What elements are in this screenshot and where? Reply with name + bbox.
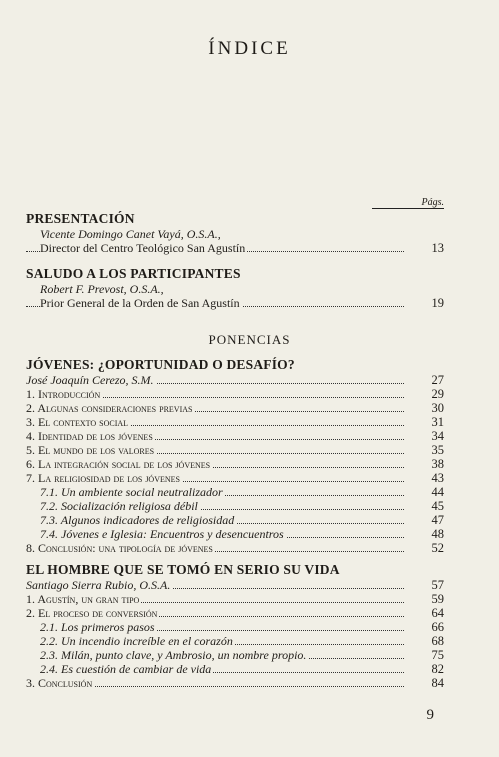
toc-entry-saludo-author — [26, 282, 444, 297]
toc-page-number: 31 — [431, 415, 444, 429]
toc-entry-presentacion-role — [26, 241, 444, 256]
toc-page-number: 68 — [431, 634, 444, 648]
toc-label: 2.4. Es cuestión de cambiar de vida — [40, 662, 212, 676]
page-number: 9 — [426, 707, 434, 723]
toc-page-number: 84 — [431, 676, 444, 690]
toc-entry-hombre-author — [26, 578, 444, 593]
toc-author: Vicente Domingo Canet Vayá, O.S.A., — [40, 227, 221, 241]
toc-entry — [26, 592, 444, 607]
toc-page-number: 59 — [431, 592, 444, 606]
toc-label: Prior General de la Orden de San Agustín — [40, 296, 240, 310]
toc-entry — [40, 648, 444, 663]
toc-page-number: 27 — [431, 373, 444, 387]
toc-entry-jovenes-author — [26, 373, 444, 388]
toc-label: 5. El mundo de los valores — [26, 443, 155, 457]
toc-author: José Joaquín Cerezo, S.M. — [26, 373, 154, 387]
toc-author: Robert F. Prevost, O.S.A., — [40, 282, 164, 296]
toc-label: 3. El contexto social — [26, 415, 129, 429]
toc-entry — [26, 443, 444, 458]
toc-page-number: 45 — [431, 499, 444, 513]
toc-label: 8. Conclusión: una tipología de jóvenes — [26, 541, 213, 555]
toc-page-number: 48 — [431, 527, 444, 541]
section-heading-presentacion: PRESENTACIÓN — [26, 211, 135, 226]
toc-entry — [40, 620, 444, 635]
toc-label: Director del Centro Teológico San Agustín — [40, 241, 246, 255]
toc-label: 7.1. Un ambiente social neutralizador — [40, 485, 223, 499]
toc-entry — [26, 457, 444, 472]
toc-label: 7. La religiosidad de los jóvenes — [26, 471, 180, 485]
toc-page-number: 66 — [431, 620, 444, 634]
toc-label: 7.4. Jóvenes e Iglesia: Encuentros y desencuentros — [40, 527, 284, 541]
toc-entry — [26, 387, 444, 402]
toc-page-number: 82 — [431, 662, 444, 676]
section-heading-jovenes: JÓVENES: ¿OPORTUNIDAD O DESAFÍO? — [26, 357, 295, 372]
toc-entry — [40, 513, 444, 528]
toc-page-number: 47 — [431, 513, 444, 527]
toc-label: 1. Agustín, un gran tipo — [26, 592, 140, 606]
toc-entry — [26, 415, 444, 430]
toc-label: 2.2. Un incendio increíble en el corazón — [40, 634, 233, 648]
toc-label: 7.3. Algunos indicadores de religiosidad — [40, 513, 235, 527]
toc-page-number: 52 — [431, 541, 444, 555]
toc-entry-saludo-role — [26, 296, 444, 311]
toc-label: 2.1. Los primeros pasos — [40, 620, 155, 634]
page-title: ÍNDICE — [208, 38, 291, 59]
toc-entry — [26, 429, 444, 444]
toc-page-number: 30 — [431, 401, 444, 415]
toc-entry — [40, 485, 444, 500]
pages-column-rule — [372, 208, 444, 209]
toc-entry-presentacion-author — [26, 227, 444, 242]
toc-page-number: 44 — [431, 485, 444, 499]
section-heading-saludo: SALUDO A LOS PARTICIPANTES — [26, 266, 241, 281]
toc-entry — [26, 606, 444, 621]
toc-entry — [26, 541, 444, 556]
toc-entry — [26, 676, 444, 691]
toc-entry — [26, 401, 444, 416]
toc-entry — [40, 527, 444, 542]
toc-page-number: 35 — [431, 443, 444, 457]
toc-entry — [40, 634, 444, 649]
toc-page-number: 57 — [431, 578, 444, 592]
toc-page-number: 29 — [431, 387, 444, 401]
toc-label: 2. El proceso de conversión — [26, 606, 158, 620]
toc-page-number: 34 — [431, 429, 444, 443]
toc-label: 6. La integración social de los jóvenes — [26, 457, 211, 471]
toc-label: 3. Conclusión — [26, 676, 93, 690]
toc-page-number: 64 — [431, 606, 444, 620]
toc-entry — [40, 662, 444, 677]
toc-page-number: 13 — [431, 241, 444, 255]
section-heading-ponencias: PONENCIAS — [208, 332, 291, 347]
pages-column-label: Págs. — [421, 197, 444, 208]
toc-label: 1. Introducción — [26, 387, 101, 401]
toc-label: 7.2. Socialización religiosa débil — [40, 499, 198, 513]
toc-page-number: 19 — [431, 296, 444, 310]
toc-page-number: 75 — [431, 648, 444, 662]
toc-entry — [26, 471, 444, 486]
toc-page-number: 38 — [431, 457, 444, 471]
toc-page-number: 43 — [431, 471, 444, 485]
toc-label: 2.3. Milán, punto clave, y Ambrosio, un nombre propio. — [40, 648, 307, 662]
section-heading-hombre: EL HOMBRE QUE SE TOMÓ EN SERIO SU VIDA — [26, 562, 340, 577]
toc-entry — [40, 499, 444, 514]
toc-author: Santiago Sierra Rubio, O.S.A. — [26, 578, 171, 592]
toc-label: 4. Identidad de los jóvenes — [26, 429, 153, 443]
toc-label: 2. Algunas consideraciones previas — [26, 401, 193, 415]
